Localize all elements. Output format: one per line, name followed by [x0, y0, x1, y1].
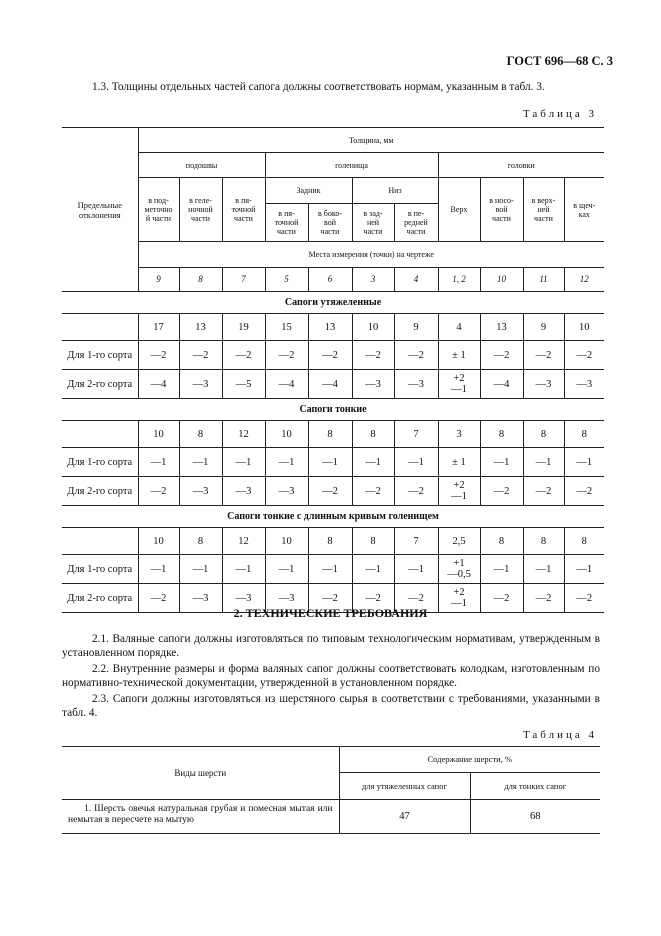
wool-heavy-cell: 47	[339, 800, 470, 834]
value-cell: —1	[265, 555, 308, 584]
grade1-row	[62, 341, 604, 370]
value-cell: —3	[352, 370, 394, 399]
col-sole-heel: в пя- точной части	[222, 178, 265, 242]
header-shaft: голенища	[265, 153, 438, 178]
value-cell: —2	[523, 477, 564, 506]
value-cell: —2	[352, 477, 394, 506]
value-cell: —4	[138, 370, 179, 399]
row-label: Для 1-го сорта	[62, 341, 138, 370]
row-label	[62, 314, 138, 341]
paragraph-2-3: 2.3. Сапоги должны изготовляться из шерстяного сырья в соответствии с требованиями, указанными в табл. 4.	[62, 693, 600, 719]
value-cell: —2	[564, 341, 604, 370]
value-cell: —2	[138, 584, 179, 613]
value-cell: 13	[179, 314, 222, 341]
value-cell: 8	[352, 421, 394, 448]
header-heavy-boots: для утяжеленных сапог	[339, 773, 470, 800]
section2-title: 2. ТЕХНИЧЕСКИЕ ТРЕБОВАНИЯ	[233, 606, 428, 620]
section-title-row	[62, 399, 604, 421]
value-cell: —1	[523, 555, 564, 584]
value-cell: —3	[564, 370, 604, 399]
col-sole-arch: в геле- ночной части	[179, 178, 222, 242]
point-cell: 3	[352, 268, 394, 292]
value-cell: 10	[138, 528, 179, 555]
value-cell: 12	[222, 528, 265, 555]
value-cell: —1	[222, 448, 265, 477]
col-niz-back: в зад- ней части	[352, 204, 394, 242]
value-cell: 8	[480, 421, 523, 448]
value-cell: 10	[352, 314, 394, 341]
value-cell: 8	[308, 528, 352, 555]
value-cell: +2 —1	[438, 584, 480, 613]
col-zadnik-heel: в пя- точной части	[265, 204, 308, 242]
header-heads: головки	[438, 153, 604, 178]
point-cell: 8	[179, 268, 222, 292]
value-cell: 8	[308, 421, 352, 448]
value-cell: —1	[480, 448, 523, 477]
thickness-table-body	[62, 292, 604, 613]
value-cell: 15	[265, 314, 308, 341]
points-row	[62, 268, 604, 292]
value-cell: —3	[265, 584, 308, 613]
value-cell: —3	[179, 584, 222, 613]
header-deviations: Предельные отклонения	[62, 128, 138, 292]
value-cell: —2	[564, 584, 604, 613]
table-row	[62, 800, 600, 834]
value-cell: —1	[138, 448, 179, 477]
col-cheeks: в щеч- ках	[564, 178, 604, 242]
value-cell: —3	[523, 370, 564, 399]
col-zadnik-side: в боко- вой части	[308, 204, 352, 242]
table4-caption: Таблица 4	[522, 729, 597, 741]
point-cell: 10	[480, 268, 523, 292]
grade2-row	[62, 370, 604, 399]
value-cell: —4	[265, 370, 308, 399]
point-cell: 7	[222, 268, 265, 292]
value-cell: +2 —1	[438, 370, 480, 399]
value-cell: 17	[138, 314, 179, 341]
row-label	[62, 528, 138, 555]
value-cell: 8	[564, 528, 604, 555]
value-cell: —2	[352, 341, 394, 370]
page-header: ГОСТ 696—68 С. 3	[506, 54, 613, 68]
value-cell: 7	[394, 528, 438, 555]
value-cell: —2	[138, 341, 179, 370]
value-cell: ± 1	[438, 448, 480, 477]
col-niz-front: в пе- редней части	[394, 204, 438, 242]
value-cell: +2 —1	[438, 477, 480, 506]
nominal-row	[62, 421, 604, 448]
value-cell: 4	[438, 314, 480, 341]
row-label: Для 2-го сорта	[62, 584, 138, 613]
value-cell: —4	[308, 370, 352, 399]
value-cell: 10	[564, 314, 604, 341]
table3-caption: Таблица 3	[522, 108, 597, 120]
wool-thin-cell: 68	[470, 800, 600, 834]
value-cell: —3	[222, 584, 265, 613]
header-niz: Низ	[352, 178, 438, 204]
value-cell: —1	[394, 555, 438, 584]
value-cell: —1	[564, 448, 604, 477]
point-cell: 9	[138, 268, 179, 292]
wool-kind-cell: 1. Шерсть овечья натуральная грубая и помесная мытая или немытая в пересчете на мытую	[62, 800, 339, 834]
value-cell: —1	[308, 555, 352, 584]
value-cell: —2	[222, 341, 265, 370]
point-cell: 12	[564, 268, 604, 292]
nominal-row	[62, 528, 604, 555]
point-cell: 4	[394, 268, 438, 292]
col-sole-sub: в под- меточно й части	[138, 178, 179, 242]
section-title-row	[62, 506, 604, 528]
value-cell: —3	[179, 370, 222, 399]
value-cell: —2	[394, 477, 438, 506]
row-label	[62, 421, 138, 448]
value-cell: —4	[480, 370, 523, 399]
header-points: Места измерения (точки) на чертеже	[138, 242, 604, 268]
value-cell: —1	[352, 555, 394, 584]
value-cell: —1	[523, 448, 564, 477]
header-zadnik: Задник	[265, 178, 352, 204]
value-cell: 9	[394, 314, 438, 341]
point-cell: 5	[265, 268, 308, 292]
value-cell: 8	[564, 421, 604, 448]
value-cell: 9	[523, 314, 564, 341]
value-cell: —1	[308, 448, 352, 477]
value-cell: —3	[222, 477, 265, 506]
value-cell: 8	[179, 421, 222, 448]
value-cell: —1	[222, 555, 265, 584]
value-cell: 8	[523, 528, 564, 555]
col-toe: в носо- вой части	[480, 178, 523, 242]
value-cell: —1	[138, 555, 179, 584]
grade1-row	[62, 448, 604, 477]
value-cell: 3	[438, 421, 480, 448]
col-upper: в верх- ней части	[523, 178, 564, 242]
value-cell: —2	[394, 584, 438, 613]
paragraph-2-2: 2.2. Внутренние размеры и форма валяных сапог должны соответствовать колодкам, изготовленным по нормативно-технической документации, утвержденной в установленном порядке.	[62, 663, 600, 689]
value-cell: —1	[179, 555, 222, 584]
value-cell: 8	[523, 421, 564, 448]
value-cell: 12	[222, 421, 265, 448]
point-cell: 11	[523, 268, 564, 292]
wool-table	[62, 746, 600, 834]
value-cell: —2	[179, 341, 222, 370]
value-cell: —2	[523, 341, 564, 370]
value-cell: 13	[480, 314, 523, 341]
value-cell: —1	[179, 448, 222, 477]
point-cell: 6	[308, 268, 352, 292]
value-cell: —2	[308, 477, 352, 506]
value-cell: —2	[480, 477, 523, 506]
value-cell: 13	[308, 314, 352, 341]
grade2-row	[62, 477, 604, 506]
value-cell: —1	[265, 448, 308, 477]
intro-paragraph: 1.3. Толщины отдельных частей сапога должны соответствовать нормам, указанным в табл. 3.	[92, 81, 545, 93]
value-cell: 8	[480, 528, 523, 555]
section-title: Сапоги тонкие с длинным кривым голенищем	[62, 506, 604, 528]
row-label: Для 1-го сорта	[62, 555, 138, 584]
value-cell: —1	[564, 555, 604, 584]
grade1-row	[62, 555, 604, 584]
value-cell: —1	[352, 448, 394, 477]
value-cell: 10	[265, 528, 308, 555]
nominal-row	[62, 314, 604, 341]
value-cell: 2,5	[438, 528, 480, 555]
value-cell: —2	[523, 584, 564, 613]
value-cell: 19	[222, 314, 265, 341]
value-cell: —2	[564, 477, 604, 506]
value-cell: 10	[138, 421, 179, 448]
point-cell: 1, 2	[438, 268, 480, 292]
value-cell: —2	[480, 584, 523, 613]
section-title: Сапоги тонкие	[62, 399, 604, 421]
header-wool-kinds: Виды шерсти	[62, 747, 339, 800]
thickness-table	[62, 127, 604, 613]
paragraph-2-1: 2.1. Валяные сапоги должны изготовляться по типовым технологическим нормативам, утвержденным в установленном порядке.	[62, 633, 600, 659]
row-label: Для 2-го сорта	[62, 477, 138, 506]
value-cell: —3	[179, 477, 222, 506]
value-cell: —2	[308, 584, 352, 613]
value-cell: —2	[308, 341, 352, 370]
value-cell: —5	[222, 370, 265, 399]
value-cell: —2	[265, 341, 308, 370]
value-cell: 8	[352, 528, 394, 555]
row-label: Для 1-го сорта	[62, 448, 138, 477]
value-cell: 7	[394, 421, 438, 448]
value-cell: ± 1	[438, 341, 480, 370]
value-cell: —1	[480, 555, 523, 584]
header-wool-content: Содержание шерсти, %	[339, 747, 600, 773]
value-cell: —3	[265, 477, 308, 506]
value-cell: —2	[480, 341, 523, 370]
section-title-row	[62, 292, 604, 314]
value-cell: —3	[394, 370, 438, 399]
value-cell: —2	[352, 584, 394, 613]
col-top: Верх	[438, 178, 480, 242]
value-cell: —2	[138, 477, 179, 506]
value-cell: —2	[394, 341, 438, 370]
header-thin-boots: для тонких сапог	[470, 773, 600, 800]
value-cell: 8	[179, 528, 222, 555]
value-cell: —1	[394, 448, 438, 477]
section-title: Сапоги утяжеленные	[62, 292, 604, 314]
value-cell: +1 —0,5	[438, 555, 480, 584]
value-cell: 10	[265, 421, 308, 448]
header-thickness: Толщина, мм	[138, 128, 604, 153]
row-label: Для 2-го сорта	[62, 370, 138, 399]
header-soles: подошвы	[138, 153, 265, 178]
